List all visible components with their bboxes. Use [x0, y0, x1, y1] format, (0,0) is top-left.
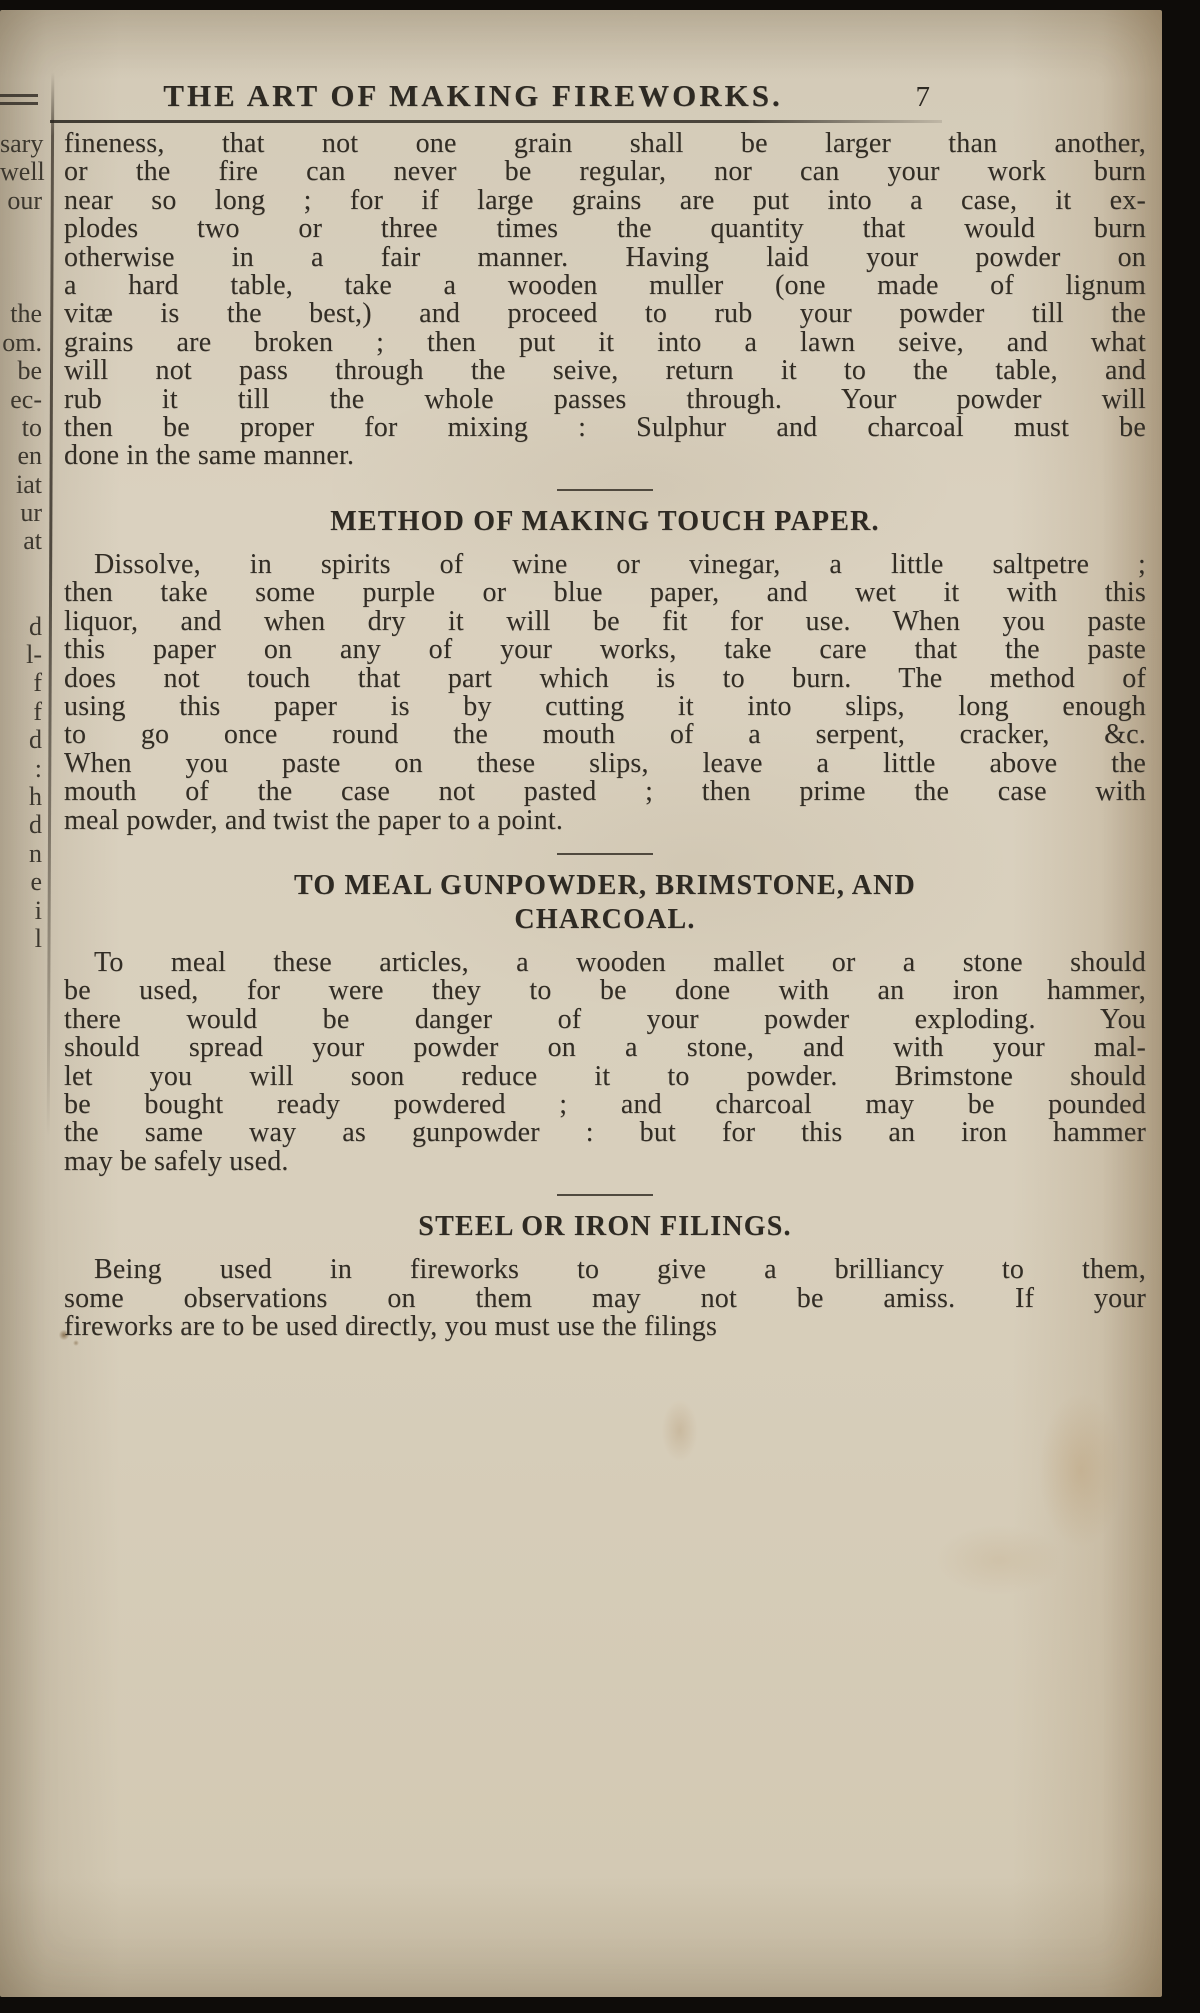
text-line: mouth of the case not pasted ; then prime the case with — [64, 776, 1146, 808]
margin-fragment: f — [33, 696, 42, 726]
text-line: otherwise in a fair manner. Having laid your powder on — [64, 241, 1146, 273]
margin-fragment: i — [34, 895, 42, 925]
margin-fragment — [0, 272, 42, 300]
text-line: vitæ is the best,) and proceed to rub your powder till the — [64, 298, 1146, 330]
text-line: rub it till the whole passes through. Your powder will — [64, 383, 1146, 415]
text-line: will not pass through the seive, return it to the table, and — [64, 355, 1146, 387]
page-number: 7 — [915, 81, 930, 113]
header-rule — [50, 120, 942, 123]
section-divider — [557, 853, 653, 855]
text-line: to go once round the mouth of a serpent, cracker, &c. — [64, 719, 1146, 751]
margin-fragment: the — [10, 299, 42, 329]
margin-fragment: e — [30, 867, 42, 897]
text-line: fireworks are to be used directly, you must use the filings — [64, 1311, 718, 1342]
text-line: fineness, that not one grain shall be larger than another, — [64, 128, 1146, 159]
text-line: meal powder, and twist the paper to a point. — [64, 804, 564, 836]
text-line: let you will soon reduce it to powder. Brimstone should — [64, 1060, 1146, 1092]
margin-fragment: : — [34, 753, 42, 783]
text-line: be bought ready powdered ; and charcoal may be pounded — [64, 1088, 1146, 1120]
margin-fragment: h — [29, 781, 42, 811]
text-line: then take some purple or blue paper, and wet it with this — [64, 577, 1146, 609]
margin-fragment: to — [21, 412, 42, 442]
margin-fragments — [0, 129, 45, 953]
text-line: then be proper for mixing : Sulphur and charcoal must be — [64, 412, 1146, 444]
text-line: plodes two or three times the quantity that would burn — [64, 213, 1146, 245]
margin-fragment: d — [29, 725, 42, 755]
scanned-book-page — [0, 10, 1162, 1997]
rule-mark — [0, 102, 38, 105]
text-line: there would be danger of your powder exploding. You — [64, 1003, 1146, 1035]
margin-fragment — [0, 215, 42, 243]
section-heading: TO MEAL GUNPOWDER, BRIMSTONE, AND CHARCOAL. — [294, 869, 916, 935]
text-line: grains are broken ; then put it into a lawn seive, and what — [64, 326, 1146, 358]
text-line: this paper on any of your works, take care that the paste — [64, 634, 1146, 666]
margin-fragment: our — [7, 185, 42, 215]
facing-page-rule-marks — [0, 94, 38, 110]
text-line: near so long ; for if large grains are put into a case, it ex- — [64, 184, 1146, 216]
running-header — [62, 78, 930, 114]
text-line: using this paper is by cutting it into slips, long enough — [64, 690, 1146, 722]
section-divider — [557, 489, 653, 491]
paragraph — [64, 946, 1146, 1177]
section-heading: METHOD OF MAKING TOUCH PAPER. — [330, 505, 880, 537]
margin-fragment: be — [17, 356, 42, 386]
section-heading: STEEL OR IRON FILINGS. — [418, 1211, 792, 1243]
paragraph — [64, 130, 1146, 471]
margin-fragment: l — [34, 923, 42, 953]
text-line: To meal these articles, a wooden mallet or a stone should — [94, 946, 1146, 978]
margin-fragment — [0, 244, 42, 272]
text-line: be used, for were they to be done with an iron hammer, — [64, 975, 1146, 1007]
section-divider — [557, 1194, 653, 1196]
margin-fragment: en — [17, 441, 42, 471]
text-line: liquor, and when dry it will be fit for use. When you paste — [64, 605, 1146, 637]
margin-fragment: iat — [16, 469, 42, 499]
margin-fragment: sary — [0, 129, 44, 158]
margin-fragment: f — [33, 668, 42, 698]
binding-crease — [47, 72, 55, 1137]
margin-fragment — [0, 584, 42, 612]
paragraph — [64, 548, 1146, 836]
text-line: When you paste on these slips, leave a little above the — [64, 747, 1146, 779]
margin-fragment: d — [29, 810, 42, 840]
margin-fragment: d — [29, 611, 42, 641]
text-line: done in the same manner. — [64, 440, 355, 472]
text-line: some observations on them may not be amiss. If your — [64, 1282, 1146, 1314]
text-line: does not touch that part which is to burn. The method of — [64, 662, 1146, 694]
rule-mark — [0, 94, 38, 97]
margin-fragment — [0, 556, 42, 584]
text-line: the same way as gunpowder : but for this an iron hammer — [64, 1117, 1146, 1149]
margin-fragment: at — [23, 526, 42, 556]
margin-fragment: om. — [2, 327, 42, 357]
margin-fragment: l- — [26, 640, 42, 670]
text-line: or the fire can never be regular, nor can your work burn — [64, 156, 1146, 188]
margin-fragment: n — [29, 838, 42, 868]
text-line: Dissolve, in spirits of wine or vinegar, a little saltpetre ; — [94, 548, 1146, 580]
text-line: should spread your powder on a stone, and with your mal- — [64, 1032, 1146, 1064]
text-line: Being used in fireworks to give a brilliancy to them, — [94, 1254, 1146, 1286]
margin-fragment: ec- — [10, 384, 42, 414]
text-line: a hard table, take a wooden muller (one made of lignum — [64, 270, 1146, 302]
paragraph — [64, 1256, 1146, 1341]
text-line: may be safely used. — [64, 1145, 289, 1177]
margin-fragment: well — [0, 157, 45, 187]
margin-fragment: ur — [20, 498, 42, 528]
sections — [64, 130, 1146, 1341]
page-title: THE ART OF MAKING FIREWORKS. — [163, 78, 783, 113]
